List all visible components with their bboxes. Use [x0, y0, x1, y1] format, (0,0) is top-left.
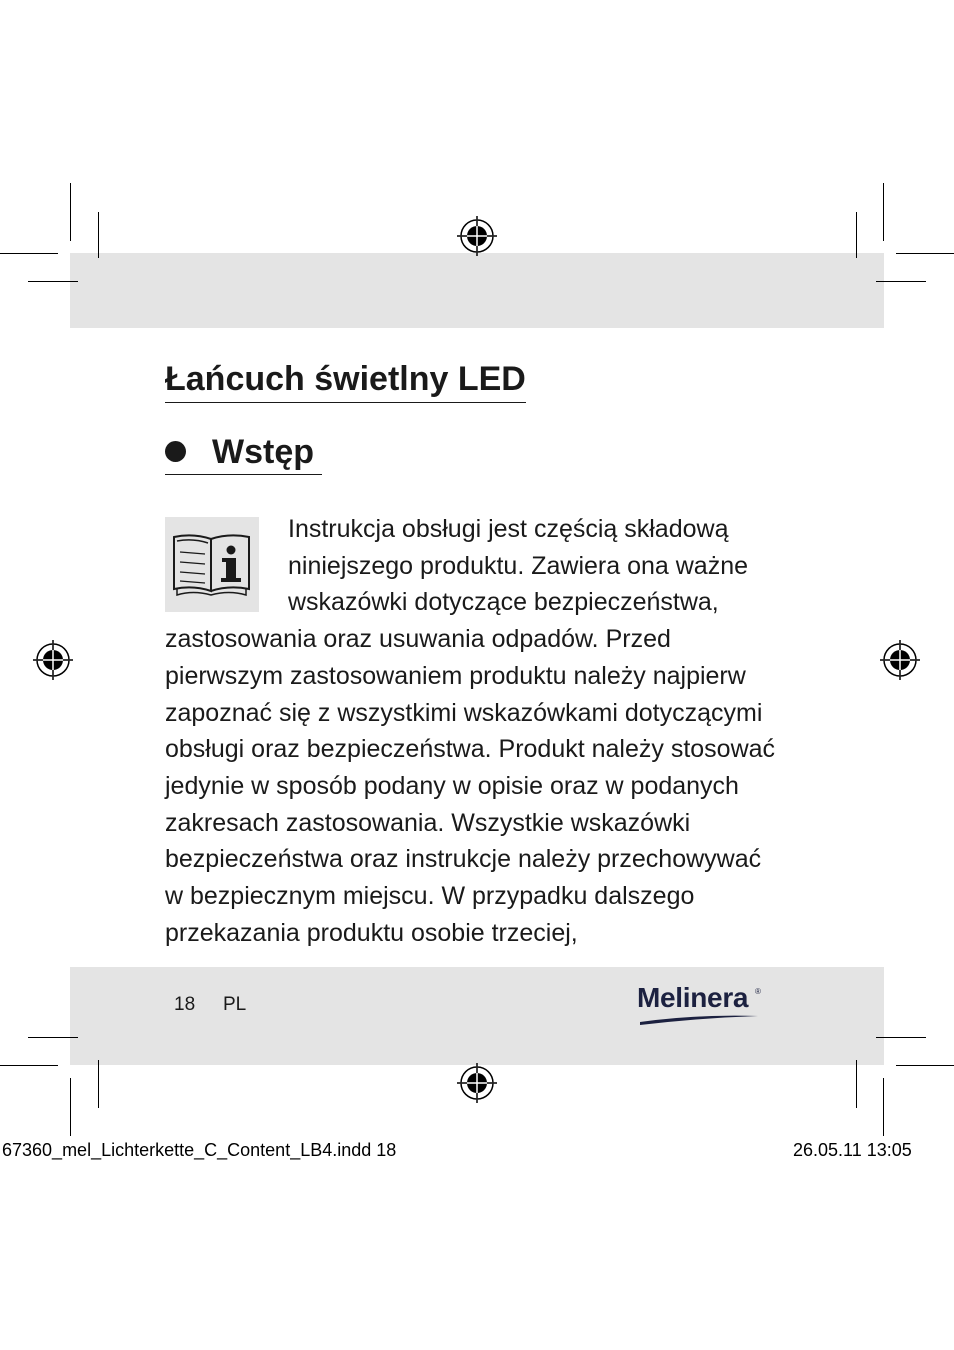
- crop-mark: [896, 1065, 954, 1066]
- brand-swoosh-icon: [638, 1012, 760, 1026]
- section-heading-label: Wstęp: [212, 433, 314, 471]
- crop-mark: [856, 212, 857, 258]
- header-band: [70, 253, 884, 328]
- crop-mark: [856, 1060, 857, 1108]
- intro-text: Instrukcja obsługi jest częścią składową niniejszego produktu. Zawiera ona ważne wskazówki dotyczące bezpieczeństwa, zastosowania oraz usuwania odpadów. Przed pierwszym zastosowaniem produktu należy najpierw zapoznać się z wszystkimi wskazówkami dotyczącymi obsługi oraz bezpieczeństwa. Produkt należy stosować jedynie w sposób podany w opisie oraz w podanych zakresach zastosowania. Wszystkie wskazówki bezpieczeństwa oraz instrukcje należy przechowywać w bezpiecznym miejscu. W przypadku dalszego przekazania produktu osobie trzeciej,: [165, 515, 776, 947]
- registration-mark-icon: [457, 216, 497, 256]
- crop-mark: [28, 1037, 78, 1038]
- crop-mark: [876, 281, 926, 282]
- footer-band: [70, 967, 884, 1065]
- crop-mark: [0, 1065, 58, 1066]
- crop-mark: [876, 1037, 926, 1038]
- crop-mark: [883, 183, 884, 241]
- bullet-icon: [165, 441, 186, 462]
- registration-mark-icon: [880, 640, 920, 680]
- brand-logo: Melinera: [637, 982, 749, 1013]
- crop-mark: [98, 212, 99, 258]
- intro-paragraph: [165, 511, 785, 951]
- crop-mark: [98, 1060, 99, 1108]
- print-slug-date: 26.05.11 13:05: [793, 1140, 912, 1160]
- print-slug-file: 67360_mel_Lichterkette_C_Content_LB4.indd 18: [2, 1140, 397, 1160]
- crop-mark: [70, 183, 71, 241]
- crop-mark: [896, 253, 954, 254]
- page-title: Łańcuch świetlny LED: [165, 358, 526, 403]
- page-number: 18: [174, 994, 196, 1015]
- crop-mark: [883, 1078, 884, 1136]
- registered-mark: ®: [755, 987, 761, 996]
- registration-mark-icon: [457, 1063, 497, 1103]
- registration-mark-icon: [33, 640, 73, 680]
- icon-spacer: [165, 511, 288, 619]
- crop-mark: [28, 281, 78, 282]
- crop-mark: [0, 253, 58, 254]
- page-language: PL: [223, 994, 247, 1015]
- section-heading: [165, 430, 322, 475]
- crop-mark: [70, 1078, 71, 1136]
